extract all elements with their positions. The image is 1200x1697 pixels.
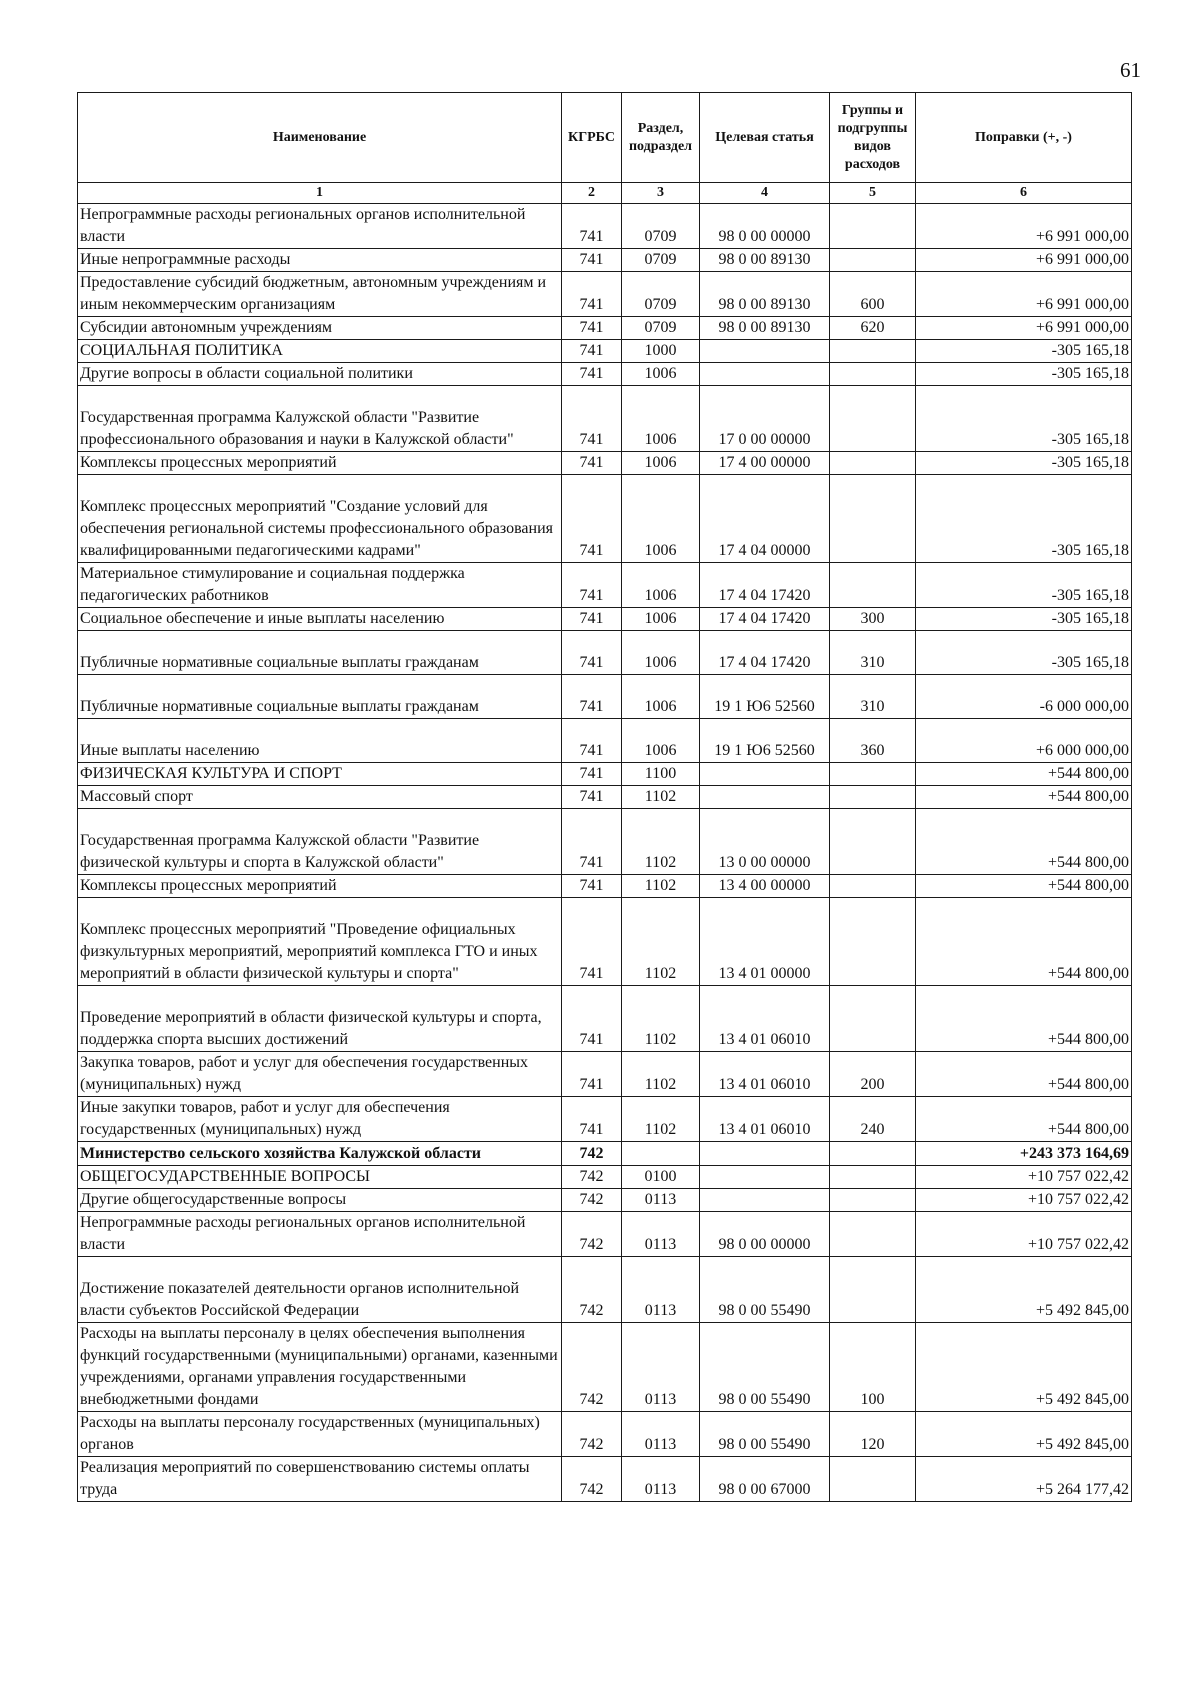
row-section-cell: 1006: [622, 363, 700, 386]
row-target-cell: 17 4 04 17420: [700, 608, 830, 631]
column-number-row: [78, 183, 1132, 204]
row-section-cell: 0709: [622, 272, 700, 317]
row-name-cell: Комплекс процессных мероприятий "Создание условий для обеспечения региональной системы профессионального образования квалифицированными педагогическими кадрами": [78, 475, 562, 563]
row-amount-cell: +6 991 000,00: [916, 272, 1132, 317]
row-kgrbs-cell: 742: [562, 1142, 622, 1166]
row-amount-cell: +544 800,00: [916, 786, 1132, 809]
table-row: [78, 875, 1132, 898]
row-target-cell: 17 4 04 17420: [700, 563, 830, 608]
row-section-cell: 0113: [622, 1457, 700, 1502]
row-name-cell: Иные закупки товаров, работ и услуг для обеспечения государственных (муниципальных) нужд: [78, 1097, 562, 1142]
row-kgrbs-cell: 742: [562, 1457, 622, 1502]
row-section-cell: 1102: [622, 786, 700, 809]
row-section-cell: 1006: [622, 608, 700, 631]
row-group-cell: [830, 898, 916, 986]
row-name-cell: Непрограммные расходы региональных органов исполнительной власти: [78, 204, 562, 249]
table-row: [78, 763, 1132, 786]
row-kgrbs-cell: 742: [562, 1166, 622, 1189]
row-group-cell: 310: [830, 675, 916, 719]
row-name-cell: Публичные нормативные социальные выплаты гражданам: [78, 631, 562, 675]
row-group-cell: [830, 563, 916, 608]
row-kgrbs-cell: 741: [562, 204, 622, 249]
row-group-cell: [830, 1189, 916, 1212]
row-name-cell: ФИЗИЧЕСКАЯ КУЛЬТУРА И СПОРТ: [78, 763, 562, 786]
col-number: 1: [78, 183, 562, 204]
row-target-cell: 13 4 01 06010: [700, 1097, 830, 1142]
row-section-cell: 0709: [622, 317, 700, 340]
row-amount-cell: +5 492 845,00: [916, 1323, 1132, 1412]
row-group-cell: [830, 204, 916, 249]
row-amount-cell: -305 165,18: [916, 340, 1132, 363]
row-group-cell: [830, 1457, 916, 1502]
row-kgrbs-cell: 741: [562, 249, 622, 272]
row-section-cell: 1006: [622, 631, 700, 675]
row-name-cell: Министерство сельского хозяйства Калужской области: [78, 1142, 562, 1166]
row-kgrbs-cell: 741: [562, 898, 622, 986]
table-row: [78, 1189, 1132, 1212]
page-number: 61: [1120, 58, 1141, 82]
col-header-groups: Группы и подгруппы видов расходов: [830, 93, 916, 183]
row-kgrbs-cell: 741: [562, 340, 622, 363]
row-amount-cell: +243 373 164,69: [916, 1142, 1132, 1166]
row-group-cell: [830, 875, 916, 898]
row-kgrbs-cell: 742: [562, 1212, 622, 1257]
table-row: [78, 608, 1132, 631]
row-section-cell: 0113: [622, 1257, 700, 1323]
table-row: [78, 204, 1132, 249]
row-target-cell: 98 0 00 55490: [700, 1323, 830, 1412]
row-amount-cell: +6 991 000,00: [916, 204, 1132, 249]
row-target-cell: [700, 340, 830, 363]
row-target-cell: 98 0 00 55490: [700, 1257, 830, 1323]
row-target-cell: 17 0 00 00000: [700, 386, 830, 452]
table-row: [78, 631, 1132, 675]
row-amount-cell: +10 757 022,42: [916, 1166, 1132, 1189]
row-amount-cell: +10 757 022,42: [916, 1212, 1132, 1257]
row-name-cell: Публичные нормативные социальные выплаты гражданам: [78, 675, 562, 719]
row-group-cell: [830, 475, 916, 563]
row-name-cell: Достижение показателей деятельности органов исполнительной власти субъектов Российской Федерации: [78, 1257, 562, 1323]
row-section-cell: 1006: [622, 563, 700, 608]
row-amount-cell: -305 165,18: [916, 563, 1132, 608]
row-section-cell: 1102: [622, 809, 700, 875]
row-amount-cell: +5 264 177,42: [916, 1457, 1132, 1502]
row-target-cell: 98 0 00 89130: [700, 317, 830, 340]
row-kgrbs-cell: 742: [562, 1189, 622, 1212]
row-section-cell: 0113: [622, 1189, 700, 1212]
col-header-amendments: Поправки (+, -): [916, 93, 1132, 183]
row-kgrbs-cell: 741: [562, 763, 622, 786]
row-group-cell: 310: [830, 631, 916, 675]
table-row: [78, 249, 1132, 272]
table-row: [78, 317, 1132, 340]
table-row: [78, 1412, 1132, 1457]
row-target-cell: 13 4 01 06010: [700, 1052, 830, 1097]
row-section-cell: 1100: [622, 763, 700, 786]
table-row: [78, 1457, 1132, 1502]
row-kgrbs-cell: 741: [562, 272, 622, 317]
row-kgrbs-cell: 742: [562, 1257, 622, 1323]
row-group-cell: 120: [830, 1412, 916, 1457]
col-number: 3: [622, 183, 700, 204]
row-target-cell: 19 1 Ю6 52560: [700, 719, 830, 763]
row-amount-cell: -6 000 000,00: [916, 675, 1132, 719]
row-amount-cell: +6 991 000,00: [916, 249, 1132, 272]
row-group-cell: 100: [830, 1323, 916, 1412]
row-target-cell: 13 0 00 00000: [700, 809, 830, 875]
row-amount-cell: +6 991 000,00: [916, 317, 1132, 340]
row-section-cell: 1006: [622, 719, 700, 763]
row-name-cell: Комплекс процессных мероприятий "Проведение официальных физкультурных мероприятий, мероприятий комплекса ГТО и иных мероприятий в области физической культуры и спорта": [78, 898, 562, 986]
row-section-cell: 1102: [622, 898, 700, 986]
row-amount-cell: -305 165,18: [916, 631, 1132, 675]
row-target-cell: 19 1 Ю6 52560: [700, 675, 830, 719]
row-section-cell: 1006: [622, 475, 700, 563]
col-number: 4: [700, 183, 830, 204]
row-name-cell: Материальное стимулирование и социальная поддержка педагогических работников: [78, 563, 562, 608]
row-group-cell: [830, 1142, 916, 1166]
row-section-cell: 1006: [622, 386, 700, 452]
row-name-cell: Реализация мероприятий по совершенствованию системы оплаты труда: [78, 1457, 562, 1502]
row-kgrbs-cell: 741: [562, 386, 622, 452]
col-header-target: Целевая статья: [700, 93, 830, 183]
row-name-cell: Комплексы процессных мероприятий: [78, 452, 562, 475]
table-row: [78, 563, 1132, 608]
row-kgrbs-cell: 741: [562, 563, 622, 608]
row-target-cell: 17 4 04 00000: [700, 475, 830, 563]
table-row: [78, 452, 1132, 475]
row-amount-cell: +10 757 022,42: [916, 1189, 1132, 1212]
row-group-cell: [830, 1212, 916, 1257]
row-group-cell: 240: [830, 1097, 916, 1142]
table-row: [78, 1142, 1132, 1166]
row-target-cell: [700, 1166, 830, 1189]
row-kgrbs-cell: 741: [562, 317, 622, 340]
col-number: 2: [562, 183, 622, 204]
col-number: 6: [916, 183, 1132, 204]
row-target-cell: 13 4 01 00000: [700, 898, 830, 986]
row-name-cell: Государственная программа Калужской области "Развитие физической культуры и спорта в Калужской области": [78, 809, 562, 875]
row-group-cell: [830, 1257, 916, 1323]
row-group-cell: 200: [830, 1052, 916, 1097]
row-target-cell: 17 4 04 17420: [700, 631, 830, 675]
row-target-cell: 98 0 00 67000: [700, 1457, 830, 1502]
row-section-cell: 0113: [622, 1412, 700, 1457]
row-target-cell: [700, 763, 830, 786]
row-kgrbs-cell: 741: [562, 363, 622, 386]
row-target-cell: 98 0 00 89130: [700, 272, 830, 317]
table-row: [78, 786, 1132, 809]
table-row: [78, 898, 1132, 986]
row-amount-cell: +544 800,00: [916, 1097, 1132, 1142]
row-amount-cell: -305 165,18: [916, 363, 1132, 386]
row-kgrbs-cell: 741: [562, 631, 622, 675]
row-target-cell: 98 0 00 00000: [700, 1212, 830, 1257]
table-row: [78, 1212, 1132, 1257]
row-kgrbs-cell: 741: [562, 719, 622, 763]
row-amount-cell: -305 165,18: [916, 608, 1132, 631]
table-row: [78, 719, 1132, 763]
row-target-cell: [700, 1189, 830, 1212]
row-target-cell: [700, 786, 830, 809]
table-row: [78, 272, 1132, 317]
row-name-cell: Субсидии автономным учреждениям: [78, 317, 562, 340]
col-header-name: Наименование: [78, 93, 562, 183]
row-name-cell: Другие общегосударственные вопросы: [78, 1189, 562, 1212]
row-section-cell: 1006: [622, 675, 700, 719]
row-target-cell: 98 0 00 89130: [700, 249, 830, 272]
row-name-cell: Расходы на выплаты персоналу в целях обеспечения выполнения функций государственными (муниципальными) органами, казенными учреждениями, органами управления государственными внебюджетными фондами: [78, 1323, 562, 1412]
row-kgrbs-cell: 741: [562, 1052, 622, 1097]
row-section-cell: [622, 1142, 700, 1166]
row-group-cell: [830, 386, 916, 452]
table-row: [78, 475, 1132, 563]
row-section-cell: 0113: [622, 1323, 700, 1412]
row-amount-cell: +5 492 845,00: [916, 1257, 1132, 1323]
row-section-cell: 0100: [622, 1166, 700, 1189]
row-section-cell: 0113: [622, 1212, 700, 1257]
row-target-cell: [700, 1142, 830, 1166]
row-target-cell: 13 4 01 06010: [700, 986, 830, 1052]
col-number: 5: [830, 183, 916, 204]
row-section-cell: 1102: [622, 875, 700, 898]
row-amount-cell: +544 800,00: [916, 986, 1132, 1052]
row-name-cell: СОЦИАЛЬНАЯ ПОЛИТИКА: [78, 340, 562, 363]
row-name-cell: Предоставление субсидий бюджетным, автономным учреждениям и иным некоммерческим организациям: [78, 272, 562, 317]
row-group-cell: [830, 1166, 916, 1189]
table-row: [78, 809, 1132, 875]
row-target-cell: 98 0 00 55490: [700, 1412, 830, 1457]
row-kgrbs-cell: 741: [562, 986, 622, 1052]
row-amount-cell: +544 800,00: [916, 898, 1132, 986]
row-kgrbs-cell: 741: [562, 1097, 622, 1142]
table-row: [78, 986, 1132, 1052]
row-name-cell: Расходы на выплаты персоналу государственных (муниципальных) органов: [78, 1412, 562, 1457]
row-group-cell: [830, 763, 916, 786]
row-kgrbs-cell: 741: [562, 608, 622, 631]
row-group-cell: [830, 363, 916, 386]
row-group-cell: [830, 786, 916, 809]
col-header-section: Раздел, подраздел: [622, 93, 700, 183]
row-target-cell: 98 0 00 00000: [700, 204, 830, 249]
row-section-cell: 1102: [622, 1097, 700, 1142]
row-name-cell: Закупка товаров, работ и услуг для обеспечения государственных (муниципальных) нужд: [78, 1052, 562, 1097]
row-section-cell: 1102: [622, 1052, 700, 1097]
row-kgrbs-cell: 741: [562, 675, 622, 719]
row-group-cell: 600: [830, 272, 916, 317]
row-group-cell: [830, 249, 916, 272]
row-amount-cell: +5 492 845,00: [916, 1412, 1132, 1457]
header-row: [78, 93, 1132, 183]
row-name-cell: Социальное обеспечение и иные выплаты населению: [78, 608, 562, 631]
budget-table: [77, 92, 1132, 1502]
row-group-cell: [830, 986, 916, 1052]
row-name-cell: Непрограммные расходы региональных органов исполнительной власти: [78, 1212, 562, 1257]
row-group-cell: [830, 340, 916, 363]
row-group-cell: [830, 452, 916, 475]
table-row: [78, 675, 1132, 719]
row-amount-cell: -305 165,18: [916, 386, 1132, 452]
row-name-cell: Другие вопросы в области социальной политики: [78, 363, 562, 386]
row-section-cell: 1102: [622, 986, 700, 1052]
row-group-cell: [830, 809, 916, 875]
row-amount-cell: -305 165,18: [916, 475, 1132, 563]
row-amount-cell: +6 000 000,00: [916, 719, 1132, 763]
row-name-cell: Иные выплаты населению: [78, 719, 562, 763]
row-kgrbs-cell: 741: [562, 452, 622, 475]
row-group-cell: 300: [830, 608, 916, 631]
row-kgrbs-cell: 741: [562, 809, 622, 875]
row-group-cell: 620: [830, 317, 916, 340]
table-row: [78, 340, 1132, 363]
row-amount-cell: -305 165,18: [916, 452, 1132, 475]
row-section-cell: 0709: [622, 204, 700, 249]
table-row: [78, 1257, 1132, 1323]
table-row: [78, 386, 1132, 452]
row-amount-cell: +544 800,00: [916, 875, 1132, 898]
row-name-cell: Комплексы процессных мероприятий: [78, 875, 562, 898]
row-amount-cell: +544 800,00: [916, 809, 1132, 875]
row-target-cell: 17 4 00 00000: [700, 452, 830, 475]
row-section-cell: 0709: [622, 249, 700, 272]
col-header-kgrbs: КГРБС: [562, 93, 622, 183]
table-row: [78, 1097, 1132, 1142]
table-row: [78, 1166, 1132, 1189]
row-name-cell: Иные непрограммные расходы: [78, 249, 562, 272]
table-row: [78, 1323, 1132, 1412]
row-section-cell: 1006: [622, 452, 700, 475]
row-name-cell: Массовый спорт: [78, 786, 562, 809]
row-target-cell: 13 4 00 00000: [700, 875, 830, 898]
row-name-cell: Проведение мероприятий в области физической культуры и спорта, поддержка спорта высших достижений: [78, 986, 562, 1052]
row-amount-cell: +544 800,00: [916, 1052, 1132, 1097]
row-target-cell: [700, 363, 830, 386]
row-group-cell: 360: [830, 719, 916, 763]
table-row: [78, 1052, 1132, 1097]
row-name-cell: ОБЩЕГОСУДАРСТВЕННЫЕ ВОПРОСЫ: [78, 1166, 562, 1189]
row-name-cell: Государственная программа Калужской области "Развитие профессионального образования и науки в Калужской области": [78, 386, 562, 452]
table-row: [78, 363, 1132, 386]
row-amount-cell: +544 800,00: [916, 763, 1132, 786]
row-kgrbs-cell: 741: [562, 475, 622, 563]
row-kgrbs-cell: 741: [562, 875, 622, 898]
row-kgrbs-cell: 741: [562, 786, 622, 809]
row-section-cell: 1000: [622, 340, 700, 363]
row-kgrbs-cell: 742: [562, 1323, 622, 1412]
row-kgrbs-cell: 742: [562, 1412, 622, 1457]
